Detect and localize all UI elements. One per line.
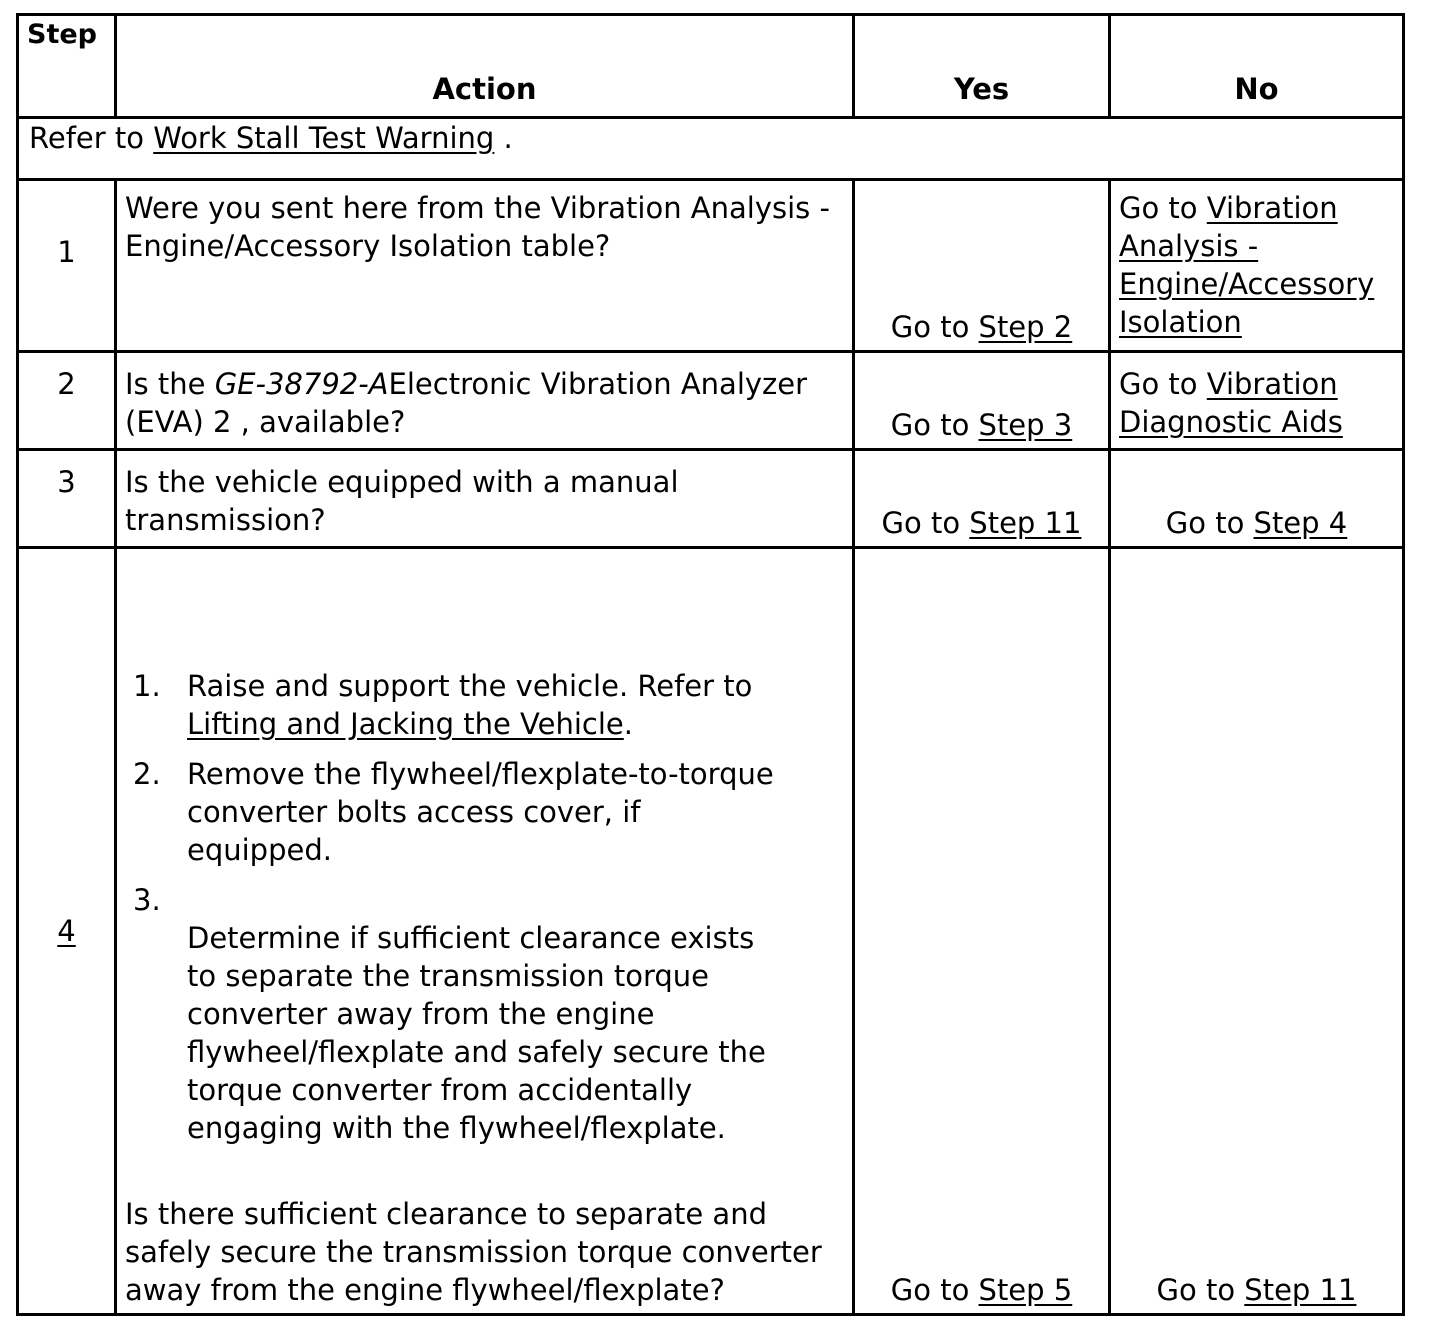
no-step-link[interactable]: Step 4 xyxy=(1253,506,1348,540)
header-yes: Yes xyxy=(854,15,1110,118)
no-cell xyxy=(1110,180,1404,352)
table-row xyxy=(18,450,1404,548)
yes-step-link[interactable]: Step 3 xyxy=(978,408,1073,442)
go-to-label: Go to xyxy=(1119,367,1198,401)
action-cell xyxy=(116,548,854,1315)
table-row xyxy=(18,548,1404,1315)
list-text xyxy=(187,667,784,743)
lifting-jacking-link[interactable]: Lifting and Jacking the Vehicle xyxy=(187,707,624,741)
go-to-label: Go to xyxy=(890,408,970,442)
no-step-link[interactable]: Step 11 xyxy=(1244,1273,1357,1307)
vibration-diagnostic-aids-link[interactable]: Vibration Diagnostic Aids xyxy=(1119,367,1343,439)
yes-step-link[interactable]: Step 2 xyxy=(978,310,1073,344)
item-text: Raise and support the vehicle. Refer to xyxy=(187,669,753,703)
table-row xyxy=(18,352,1404,450)
step-number: 2 xyxy=(18,352,116,450)
list-number: 1. xyxy=(133,669,161,703)
work-stall-warning-link[interactable]: Work Stall Test Warning xyxy=(153,121,495,155)
header-no: No xyxy=(1110,15,1404,118)
yes-step-link[interactable]: Step 5 xyxy=(978,1273,1073,1307)
go-to-label: Go to xyxy=(1165,506,1245,540)
go-to-label: Go to xyxy=(1119,191,1198,225)
notice-cell xyxy=(18,118,1404,180)
list-text: Remove the flywheel/flexplate-to-torque converter bolts access cover, if equipped. xyxy=(187,757,774,867)
vibration-analysis-isolation-link[interactable]: Vibration Analysis - Engine/Accessory Isolation xyxy=(1119,191,1375,339)
table-row xyxy=(18,180,1404,352)
list-item xyxy=(125,755,784,869)
tool-number: GE-38792-A xyxy=(214,367,389,401)
yes-cell xyxy=(854,548,1110,1315)
list-number: 3. xyxy=(133,883,161,917)
notice-suffix: . xyxy=(503,121,513,155)
no-cell xyxy=(1110,352,1404,450)
no-cell xyxy=(1110,450,1404,548)
header-step: Step xyxy=(18,15,116,118)
item-end: . xyxy=(623,707,633,741)
procedure-list xyxy=(125,667,784,1147)
go-to-label: Go to xyxy=(890,310,970,344)
list-item xyxy=(125,667,784,743)
action-cell: Is the vehicle equipped with a manual transmission? xyxy=(116,450,854,548)
step-number-link[interactable]: 4 xyxy=(57,914,76,948)
action-suffix: Electronic Vibration Analyzer (EVA) 2 , available? xyxy=(125,367,808,439)
notice-row xyxy=(18,118,1404,180)
list-item xyxy=(125,881,784,1147)
header-action: Action xyxy=(116,15,854,118)
list-text: Determine if sufficient clearance exists to separate the transmission torque converter away from the engine flywheel/flexplate and safely secure the torque converter from accidentally engaging with the flywheel/flexplate. xyxy=(187,921,766,1145)
yes-cell xyxy=(854,352,1110,450)
action-cell xyxy=(116,352,854,450)
header-row xyxy=(18,15,1404,118)
yes-step-link[interactable]: Step 11 xyxy=(969,506,1082,540)
go-to-label: Go to xyxy=(1156,1273,1236,1307)
step-number: 1 xyxy=(18,180,116,352)
go-to-label: Go to xyxy=(881,506,961,540)
step-number: 3 xyxy=(18,450,116,548)
action-prefix: Is the xyxy=(125,367,206,401)
step-question: Is there sufficient clearance to separate and safely secure the transmission torque converter away from the engine flywheel/flexplate? xyxy=(125,1197,822,1307)
step-number-cell xyxy=(18,548,116,1315)
diagnostic-table xyxy=(16,13,1405,1316)
no-cell xyxy=(1110,548,1404,1315)
action-cell: Were you sent here from the Vibration Analysis - Engine/Accessory Isolation table? xyxy=(116,180,854,352)
notice-prefix: Refer to xyxy=(29,121,144,155)
list-number: 2. xyxy=(133,757,161,791)
go-to-label: Go to xyxy=(890,1273,970,1307)
yes-cell xyxy=(854,450,1110,548)
yes-cell xyxy=(854,180,1110,352)
